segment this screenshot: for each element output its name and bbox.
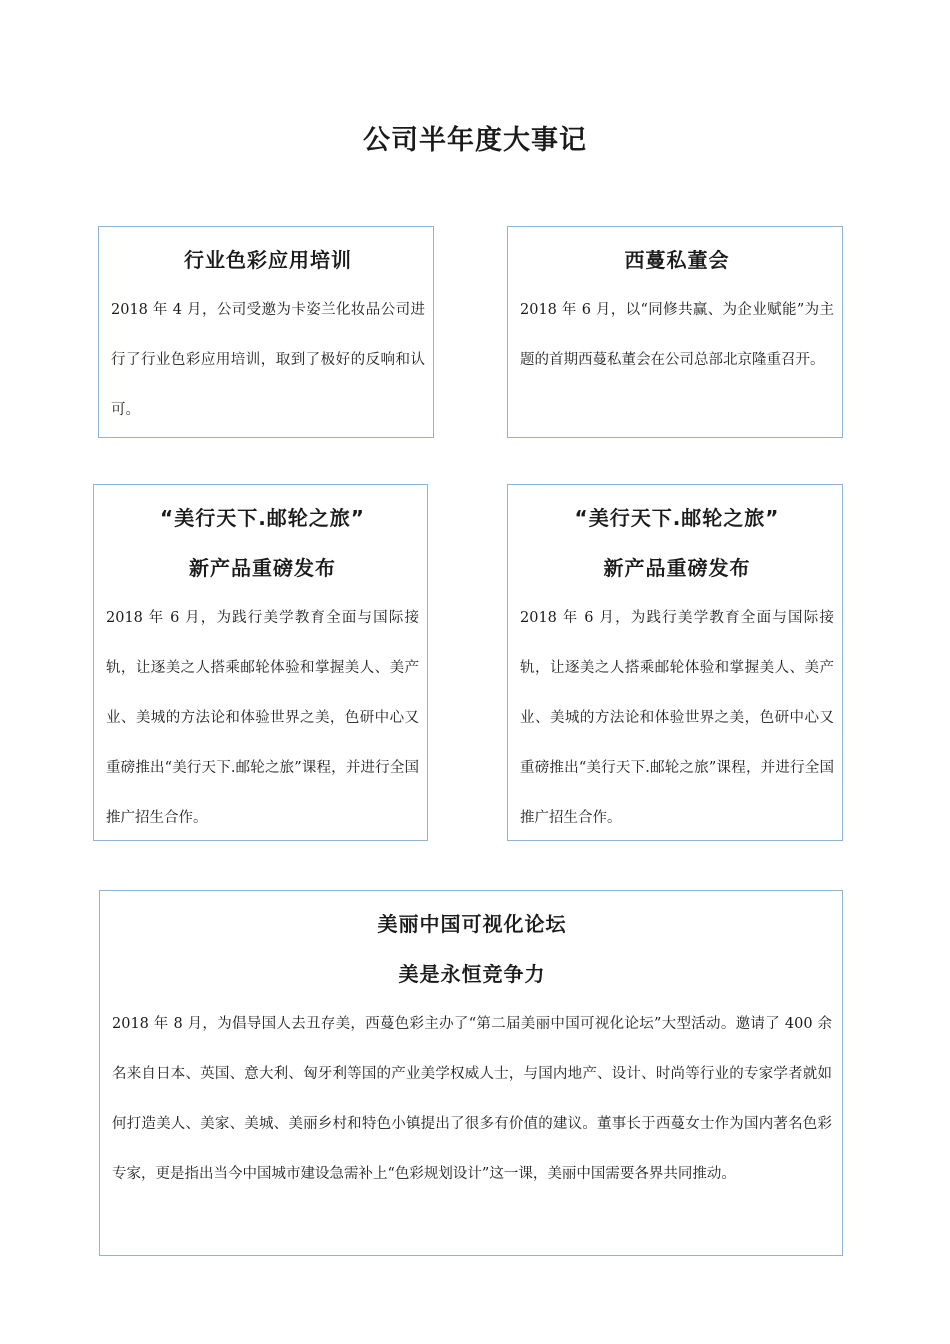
- event-card-private-board: [507, 226, 843, 438]
- event-description: 2018 年 8 月，为倡导国人去丑存美，西蔓色彩主办了“第二届美丽中国可视化论坛”大型活动。邀请了 400 余名来自日本、英国、意大利、匈牙利等国的产业美学权威人士，与国内地产、设计、时尚等行业的专家学者就如何打造美人、美家、美城、美丽乡村和特色小镇提出了很多有价值的建议。董事长于西蔓女士作为国内著名色彩专家，更是指出当今中国城市建设急需补上“色彩规划设计”这一课，美丽中国需要各界共同推动。: [112, 1016, 832, 1182]
- event-heading: 西蔓私董会: [624, 248, 730, 272]
- page-title: 公司半年度大事记: [363, 125, 587, 156]
- event-card-color-training: [98, 226, 434, 438]
- event-subheading: 美是永恒竞争力: [398, 962, 546, 986]
- event-heading: 行业色彩应用培训: [184, 248, 352, 272]
- event-heading: 美丽中国可视化论坛: [377, 912, 567, 936]
- event-card-cruise-launch-duplicate: [507, 484, 843, 841]
- event-card-beautiful-china-forum: [99, 890, 843, 1256]
- event-description: 2018 年 6 月，以“同修共赢、为企业赋能”为主题的首期西蔓私董会在公司总部北京隆重召开。: [520, 302, 834, 368]
- event-description: 2018 年 6 月，为践行美学教育全面与国际接轨，让逐美之人搭乘邮轮体验和掌握美人、美产业、美城的方法论和体验世界之美，色研中心又重磅推出“美行天下.邮轮之旅”课程，并进行全国推广招生合作。: [106, 610, 419, 826]
- event-heading: “美行天下.邮轮之旅”: [160, 506, 365, 530]
- event-subheading: 新产品重磅发布: [189, 556, 336, 580]
- event-description: 2018 年 6 月，为践行美学教育全面与国际接轨，让逐美之人搭乘邮轮体验和掌握美人、美产业、美城的方法论和体验世界之美，色研中心又重磅推出“美行天下.邮轮之旅”课程，并进行全国推广招生合作。: [520, 610, 834, 826]
- event-subheading: 新产品重磅发布: [603, 556, 751, 580]
- event-heading: “美行天下.邮轮之旅”: [574, 506, 780, 530]
- event-description: 2018 年 4 月，公司受邀为卡姿兰化妆品公司进行了行业色彩应用培训，取到了极好的反响和认可。: [111, 302, 425, 418]
- event-card-cruise-launch: [93, 484, 428, 841]
